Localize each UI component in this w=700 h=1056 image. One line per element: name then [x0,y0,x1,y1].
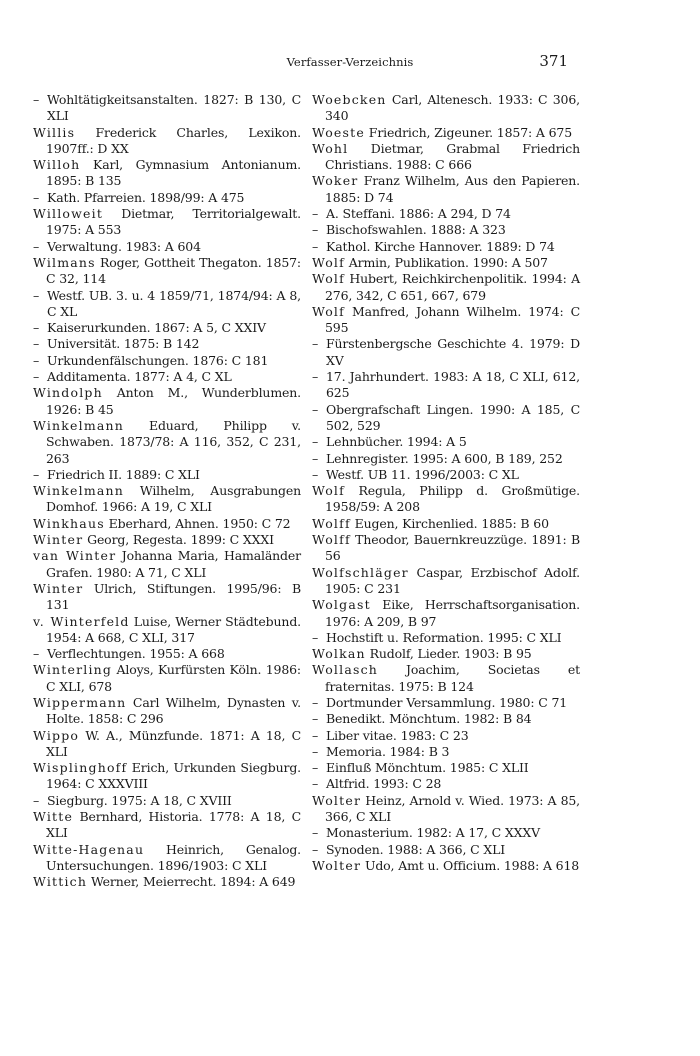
index-entry [33,581,301,614]
entry-text: Lehnregister. 1995: A 600, B 189, 252 [326,450,563,466]
author-name: Wolf [312,483,345,499]
author-name: Wippermann [33,694,127,710]
index-subentry [33,239,301,255]
index-entry [312,646,580,662]
entry-text: Verflechtungen. 1955: A 668 [47,646,225,662]
index-entry [33,695,301,728]
index-entry [33,516,301,532]
author-name: Wisplinghoff [33,760,128,776]
index-subentry [312,711,580,727]
continuation-dash: – [33,466,40,482]
author-name: Wolf [312,303,345,319]
entry-text: Eugen, Kirchenlied. 1885: B 60 [350,515,549,531]
index-entry [312,858,580,874]
entry-text: Rudolf, Lieder. 1903: B 95 [365,646,532,662]
index-subentry [312,630,580,646]
author-name: Wolter [312,857,362,873]
index-subentry [312,825,580,841]
entry-text: Obergrafschaft Lingen. 1990: A 185, C 502, 529 [326,401,580,433]
continuation-dash: – [33,352,40,368]
continuation-dash: – [33,320,40,336]
entry-text: Altfrid. 1993: C 28 [326,776,442,792]
entry-text: Dortmunder Versammlung. 1980: C 71 [326,694,568,710]
entry-text: Kathol. Kirche Hannover. 1889: D 74 [326,238,555,254]
author-name: Winkelmann [33,417,125,433]
continuation-dash: – [312,711,319,727]
index-entry [312,516,580,532]
index-entry [312,125,580,141]
entry-text: Wilhelm, Ausgrabungen Domhof. 1966: A 19, C XLI [46,483,301,515]
entry-text: Carl, Altenesch. 1933: C 306, 340 [325,92,580,124]
author-name: Winterling [33,662,113,678]
entry-text: Einfluß Mönchtum. 1985: C XLII [326,760,529,776]
index-subentry [33,646,301,662]
continuation-dash: – [312,841,319,857]
entry-text: Dietmar, Territorialgewalt. 1975: A 553 [46,206,301,238]
index-subentry [33,92,301,125]
entry-text: Erich, Urkunden Siegburg. 1964: C XXXVIII [46,760,301,792]
entry-text: A. Steffani. 1886: A 294, D 74 [326,206,511,222]
continuation-dash: – [312,206,319,222]
continuation-dash: – [312,466,319,482]
entry-text: Manfred, Johann Wilhelm. 1974: C 595 [325,303,580,336]
entry-text: Liber vitae. 1983: C 23 [326,727,469,743]
entry-text: Westf. UB 11. 1996/2003: C XL [326,466,519,482]
entry-text: Verwaltung. 1983: A 604 [47,238,201,254]
author-name: Wolkan [312,646,366,662]
index-subentry [312,695,580,711]
index-entry [33,385,301,418]
entry-text: Anton M., Wunderblumen. 1926: B 45 [46,385,301,417]
author-name: Winkelmann [33,483,125,499]
index-subentry [33,288,301,321]
entry-text: Heinrich, Genalog. Untersuchungen. 1896/1903: C XLI [46,841,301,873]
entry-text: Aloys, Kurfürsten Köln. 1986: C XLI, 678 [46,662,301,694]
entry-text: Ulrich, Stiftungen. 1995/96: B 131 [46,580,301,613]
index-subentry [312,434,580,450]
entry-text: Westf. UB. 3. u. 4 1859/71, 1874/94: A 8, C XL [47,287,301,319]
entry-text: Fürstenbergsche Geschichte 4. 1979: D XV [326,336,580,368]
index-entry [312,92,580,125]
entry-text: Additamenta. 1877: A 4, C XL [47,369,232,385]
index-entry [33,662,301,695]
entry-text: Frederick Charles, Lexikon. 1907ff.: D XX [46,124,301,156]
continuation-dash: – [33,189,40,205]
index-entry [312,304,580,337]
continuation-dash: – [33,287,40,303]
index-subentry [312,336,580,369]
index-subentry [312,467,580,483]
entry-text: Memoria. 1984: B 3 [326,743,450,759]
entry-text: Joachim, Societas et fraternitas. 1975: B 124 [325,662,580,694]
author-name: Wolf [312,254,345,270]
entry-text: Eberhard, Ahnen. 1950: C 72 [104,515,291,531]
index-subentry [33,190,301,206]
index-subentry [312,760,580,776]
author-name: Winter [33,532,84,548]
entry-text: Dietmar, Grabmal Friedrich Christians. 1988: C 666 [325,140,580,173]
entry-text: Hubert, Reichkirchenpolitik. 1994: A 276, 342, C 651, 667, 679 [325,271,580,303]
author-name: Willis [33,124,76,140]
author-name: Wolf [312,271,345,287]
index-entry [33,125,301,158]
continuation-dash: – [33,336,40,352]
continuation-dash: – [312,825,319,841]
index-subentry [33,353,301,369]
continuation-dash: – [33,238,40,254]
index-entry [33,206,301,239]
author-name: Wollasch [312,662,379,678]
running-title: Verfasser-Verzeichnis [286,55,414,69]
index-entry [312,793,580,826]
index-subentry [33,467,301,483]
author-name: Witte [33,809,74,825]
index-entry [33,418,301,467]
entry-text: Universität. 1875: B 142 [47,336,200,352]
index-subentry [312,451,580,467]
continuation-dash: – [312,776,319,792]
index-entry [33,874,301,890]
continuation-dash: – [312,629,319,645]
author-name: Windolph [33,385,103,401]
entry-text: Armin, Publikation. 1990: A 507 [344,254,548,270]
entry-text: Bernhard, Historia. 1778: A 18, C XLI [46,809,301,841]
entry-text: Caspar, Erzbischof Adolf. 1905: C 231 [325,564,580,596]
index-entry [312,597,580,630]
entry-text: Heinz, Arnold v. Wied. 1973: A 85, 366, C XLI [325,792,580,825]
continuation-dash: – [312,401,319,417]
continuation-dash: – [33,92,40,107]
index-entry [33,760,301,793]
author-name: Wolff [312,515,351,531]
entry-text: Roger, Gottheit Thegaton. 1857: C 32, 114 [46,254,301,287]
continuation-dash: – [312,450,319,466]
continuation-dash: – [312,694,319,710]
continuation-dash: – [312,238,319,254]
author-name: Witte-Hagenau [33,841,145,857]
page-number: 371 [539,52,568,70]
entry-text: Luise, Werner Städtebund. 1954: A 668, C XLI, 317 [46,613,301,645]
index-entry [33,728,301,761]
entry-text: Franz Wilhelm, Aus den Papieren. 1885: D 74 [325,173,580,205]
author-name: Wippo [33,727,80,743]
index-subentry [312,842,580,858]
index-entry [33,548,301,581]
continuation-dash: – [33,369,40,385]
index-entry [312,662,580,695]
continuation-dash: – [312,727,319,743]
continuation-dash: – [312,760,319,776]
entry-text: Monasterium. 1982: A 17, C XXXV [326,825,540,841]
entry-text: Friedrich II. 1889: C XLI [47,466,200,482]
index-subentry [33,320,301,336]
author-name: van Winter [33,548,117,564]
index-entry [33,532,301,548]
author-name: Wolter [312,792,362,808]
entry-text: Werner, Meierrecht. 1894: A 649 [87,874,296,890]
entry-text: Regula, Philipp d. Großmütige. 1958/59: A 208 [325,483,580,515]
entry-text: 17. Jahrhundert. 1983: A 18, C XLI, 612, 625 [326,369,580,401]
index-subentry [312,206,580,222]
index-entry [33,483,301,516]
author-name: Willoweit [33,206,104,222]
entry-text: Lehnbücher. 1994: A 5 [326,434,467,450]
author-name: Wohl [312,140,349,156]
continuation-dash: – [312,743,319,759]
index-subentry [33,369,301,385]
index-entry [312,173,580,206]
entry-text: Synoden. 1988: A 366, C XLI [326,841,506,857]
author-name: Wittich [33,874,88,890]
continuation-dash: – [33,792,40,808]
index-entry [312,532,580,565]
author-name: v. Winterfeld [33,613,130,629]
author-name: Woeste [312,124,365,140]
index-entry [33,614,301,647]
index-subentry [312,744,580,760]
index-entry [312,255,580,271]
index-subentry [312,369,580,402]
author-name: Woker [312,173,359,189]
entry-text: Urkundenfälschungen. 1876: C 181 [47,352,269,368]
left-column [33,92,301,891]
entry-text: Wohltätigkeitsanstalten. 1827: B 130, C XLI [47,92,301,124]
index-subentry [33,793,301,809]
index-entry [312,565,580,598]
entry-text: Georg, Regesta. 1899: C XXXI [83,532,274,548]
continuation-dash: – [312,222,319,238]
index-subentry [312,222,580,238]
entry-text: Kaiserurkunden. 1867: A 5, C XXIV [47,320,266,336]
index-subentry [312,239,580,255]
entry-text: Kath. Pfarreien. 1898/99: A 475 [47,189,245,205]
entry-text: Friedrich, Zigeuner. 1857: A 675 [364,124,572,140]
author-name: Winter [33,580,84,596]
index-entry [312,483,580,516]
continuation-dash: – [312,434,319,450]
entry-text: Hochstift u. Reformation. 1995: C XLI [326,629,562,645]
entry-text: Eike, Herrschaftsorganisation. 1976: A 209, B 97 [325,597,580,629]
continuation-dash: – [33,646,40,662]
entry-text: W. A., Münzfunde. 1871: A 18, C XLI [46,727,301,759]
index-entry [312,271,580,304]
index-entry [33,157,301,190]
entry-text: Johanna Maria, Hamaländer Grafen. 1980: A 71, C XLI [46,548,301,580]
index-entry [33,255,301,288]
author-name: Willoh [33,157,81,173]
entry-text: Karl, Gymnasium Antonianum. 1895: B 135 [46,157,301,189]
entry-text: Siegburg. 1975: A 18, C XVIII [47,792,232,808]
index-entry [33,842,301,875]
index-subentry [33,336,301,352]
index-subentry [312,728,580,744]
author-name: Wilmans [33,254,96,270]
index-subentry [312,776,580,792]
author-name: Wolgast [312,597,371,613]
author-name: Wolfschläger [312,564,409,580]
author-name: Winkhaus [33,515,105,531]
right-column [312,92,580,874]
continuation-dash: – [312,336,319,352]
entry-text: Bischofswahlen. 1888: A 323 [326,222,506,238]
entry-text: Benedikt. Mönchtum. 1982: B 84 [326,711,532,727]
author-name: Wolff [312,532,351,548]
entry-text: Udo, Amt u. Officium. 1988: A 618 [361,857,580,873]
author-name: Woebcken [312,92,387,107]
entry-text: Eduard, Philipp v. Schwaben. 1873/78: A 116, 352, C 231, 263 [46,417,301,466]
entry-text: Carl Wilhelm, Dynasten v. Holte. 1858: C 296 [46,694,301,727]
continuation-dash: – [312,369,319,385]
index-entry [312,141,580,174]
index-subentry [312,402,580,435]
page-header [0,52,700,72]
entry-text: Theodor, Bauernkreuzzüge. 1891: B 56 [325,532,580,564]
index-entry [33,809,301,842]
